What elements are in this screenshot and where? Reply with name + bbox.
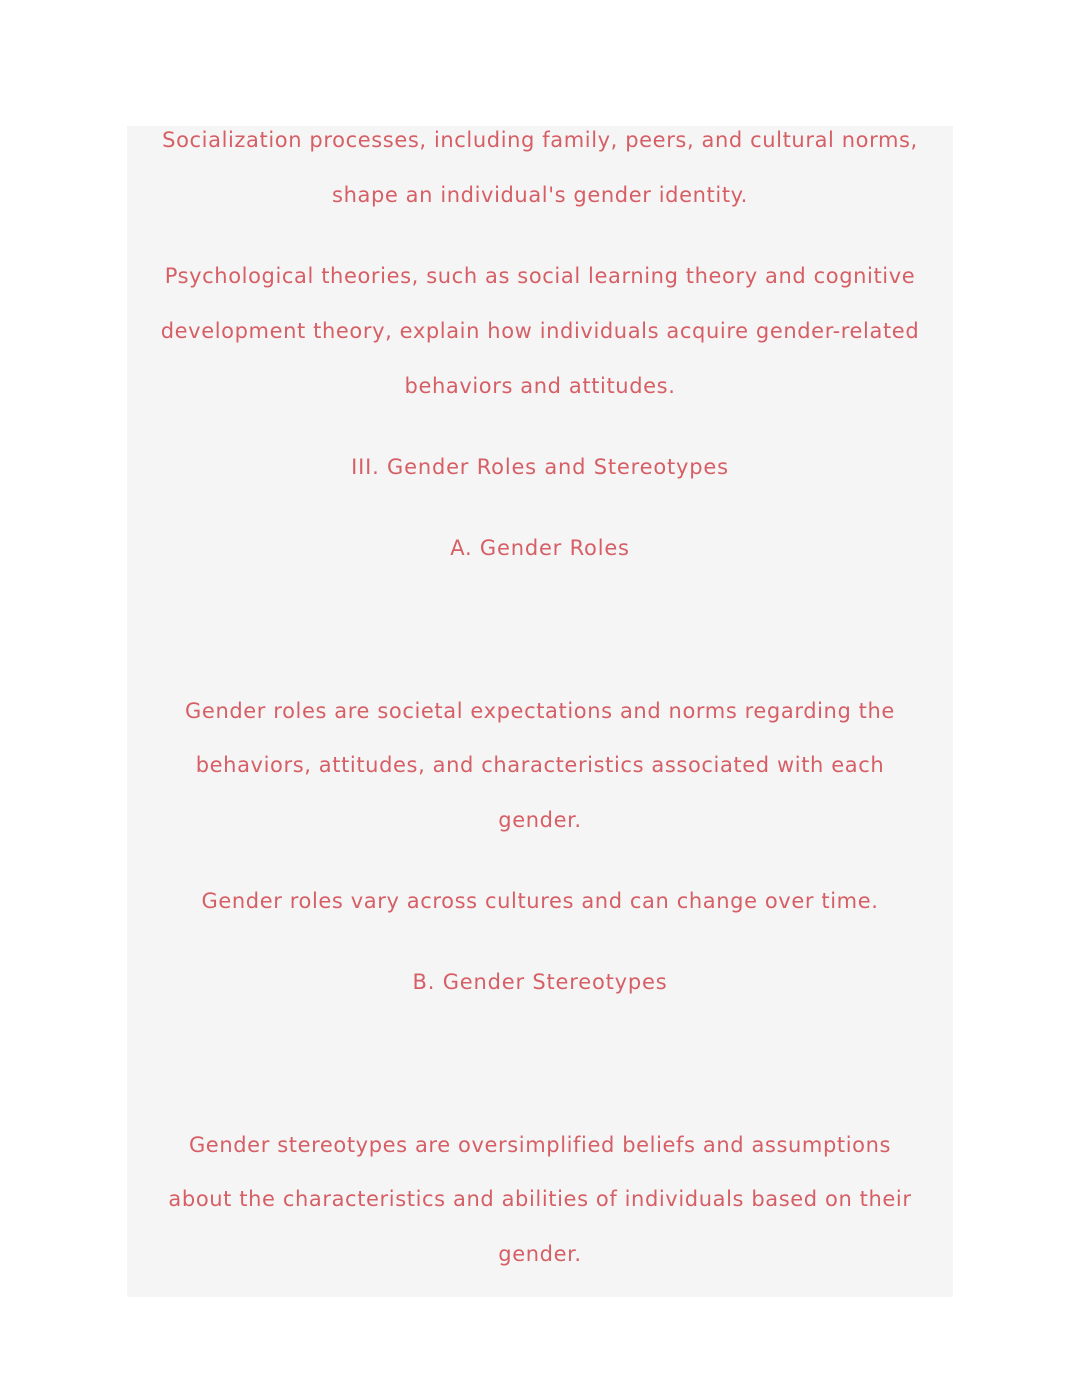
- text-line: behaviors, attitudes, and characteristics associated with each: [195, 753, 885, 777]
- section-heading: III. Gender Roles and Stereotypes: [351, 455, 729, 479]
- text-line: shape an individual's gender identity.: [332, 183, 748, 207]
- text-line: gender.: [498, 808, 582, 832]
- text-line: Gender stereotypes are oversimplified beliefs and assumptions: [188, 1133, 892, 1157]
- text-line: gender.: [498, 1242, 582, 1266]
- content-box: [127, 126, 953, 1297]
- text-line: about the characteristics and abilities of individuals based on their: [168, 1187, 912, 1211]
- text-line: behaviors and attitudes.: [404, 374, 676, 398]
- subsection-heading-gender-stereotypes: B. Gender Stereotypes: [412, 970, 668, 994]
- paragraph-gender-roles-vary: Gender roles vary across cultures and can change over time.: [201, 889, 879, 913]
- subsection-heading-gender-roles: A. Gender Roles: [450, 536, 630, 560]
- text-line: Psychological theories, such as social learning theory and cognitive: [164, 264, 916, 288]
- text-line: Gender roles are societal expectations and norms regarding the: [185, 699, 895, 723]
- text-line: Socialization processes, including family, peers, and cultural norms,: [162, 128, 918, 152]
- text-line: development theory, explain how individuals acquire gender-related: [160, 319, 920, 343]
